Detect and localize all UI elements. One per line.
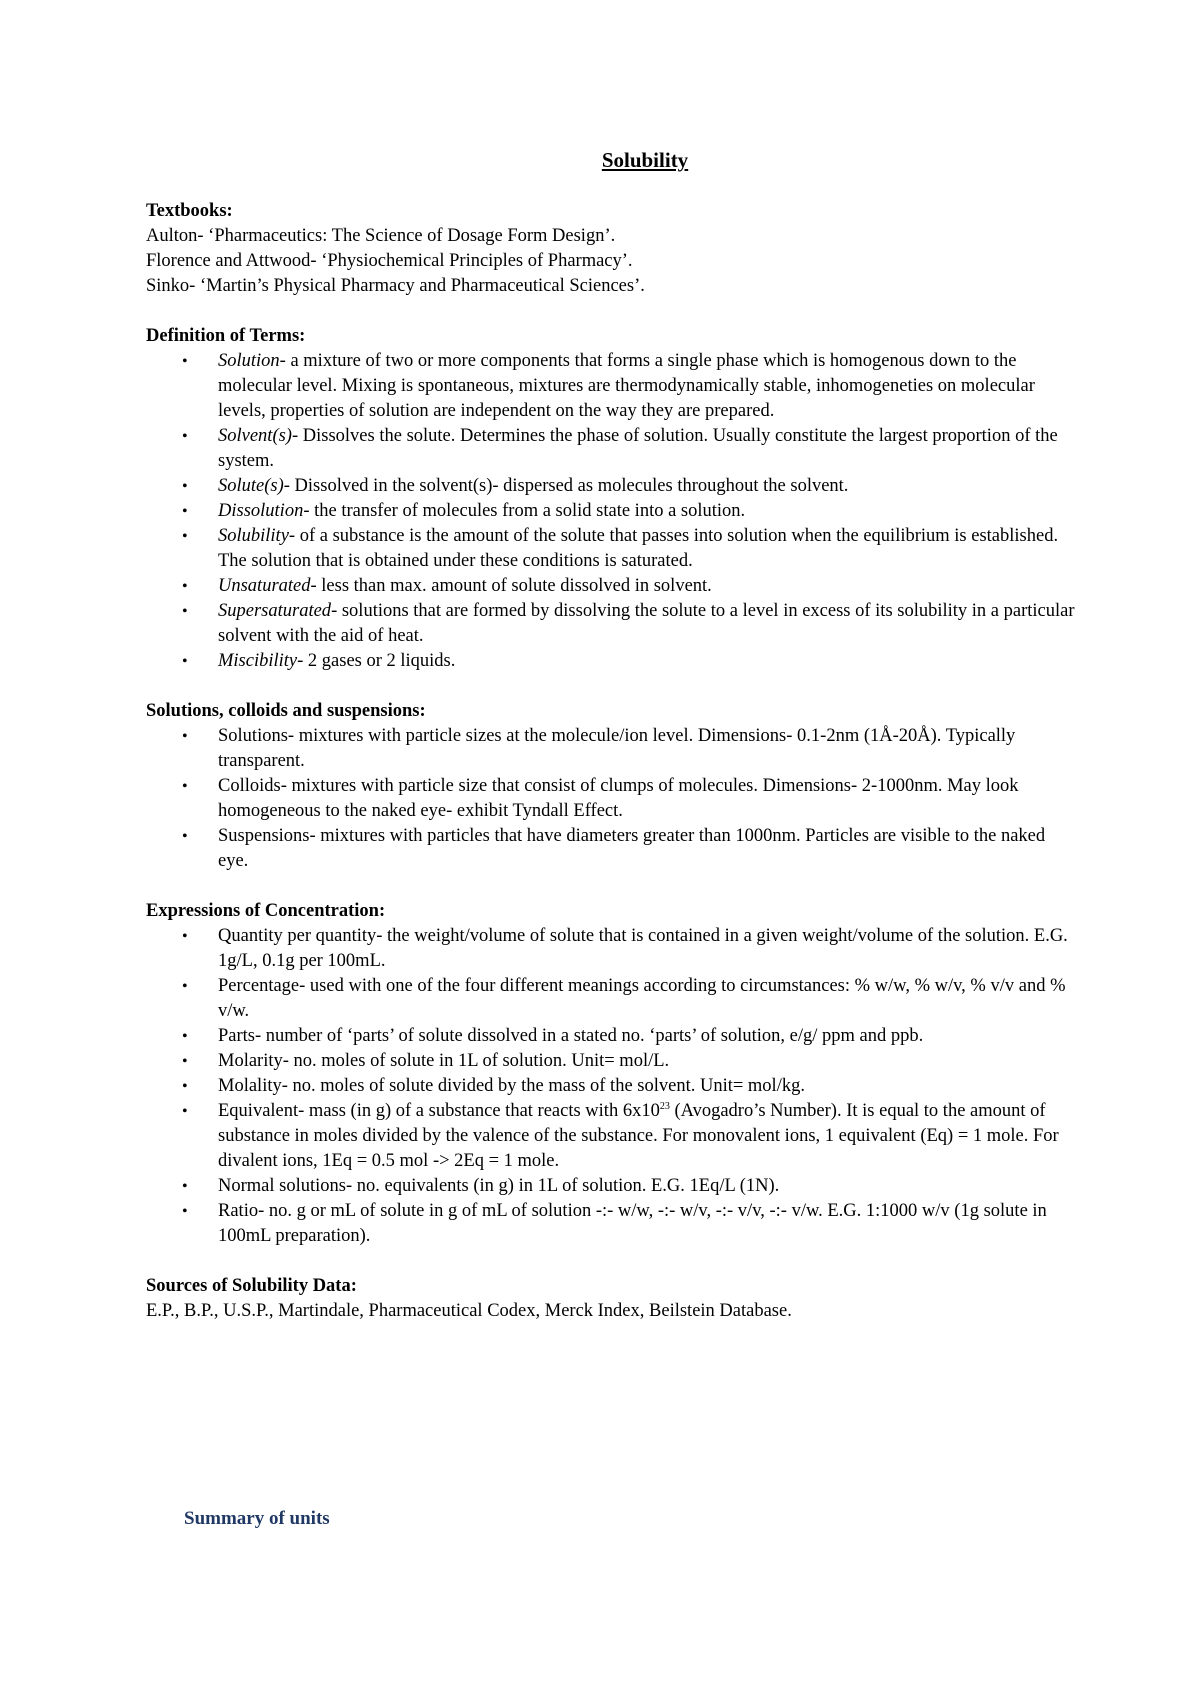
list-item-text: Molality- no. moles of solute divided by the mass of the solvent. Unit= mol/kg. — [218, 1076, 805, 1096]
list-item — [182, 724, 1076, 774]
bullet-icon: • — [182, 928, 188, 945]
list-item — [182, 349, 1076, 424]
list-item-text: Parts- number of ‘parts’ of solute dissolved in a stated no. ‘parts’ of solution, e/g/ ppm and ppb. — [218, 1026, 924, 1046]
bullet-icon: • — [182, 1078, 188, 1095]
sources-heading: Sources of Solubility Data: — [146, 1276, 357, 1296]
bullet-icon: • — [182, 353, 188, 370]
sources-text: E.P., B.P., U.S.P., Martindale, Pharmaceutical Codex, Merck Index, Beilstein Database. — [146, 1301, 792, 1321]
bullet-icon: • — [182, 1178, 188, 1195]
list-item — [182, 1024, 1076, 1049]
concentration-section — [146, 899, 1076, 1249]
bullet-icon: • — [182, 578, 188, 595]
bullet-icon: • — [182, 978, 188, 995]
list-item — [182, 1049, 1076, 1074]
concentration-list — [146, 924, 1076, 1249]
bullet-icon: • — [182, 728, 188, 745]
page-title: Solubility — [601, 148, 689, 172]
list-item — [182, 424, 1076, 474]
term: Solute(s) — [218, 476, 284, 496]
bullet-icon: • — [182, 1053, 188, 1070]
list-item — [182, 649, 1076, 674]
list-item — [182, 1199, 1076, 1249]
bullet-icon: • — [182, 428, 188, 445]
definition: - of a substance is the amount of the solute that passes into solution when the equilibrium is established. The solution that is obtained under these conditions is saturated. — [218, 526, 1059, 571]
document-page — [146, 145, 1076, 1349]
term: Solvent(s) — [218, 426, 292, 446]
textbook-line: Florence and Attwood- ‘Physiochemical Principles of Pharmacy’. — [146, 251, 633, 271]
list-item — [182, 574, 1076, 599]
term: Dissolution — [218, 501, 304, 521]
list-item-text: (Avogadro’s Number). It is equal to the amount of substance in moles divided by the valence of the substance. For monovalent ions, 1 equivalent (Eq) = 1 mole. For divalent ions, 1Eq = 0.5 mol -> 2Eq = 1 mole. — [218, 1101, 1059, 1171]
bullet-icon: • — [182, 478, 188, 495]
bullet-icon: • — [182, 653, 188, 670]
term: Miscibility — [218, 651, 298, 671]
bullet-icon: • — [182, 1028, 188, 1045]
solutions-section — [146, 699, 1076, 874]
concentration-heading: Expressions of Concentration: — [146, 901, 386, 921]
list-item-text: Equivalent- mass (in g) of a substance that reacts with 6x10 — [218, 1101, 660, 1121]
summary-heading: Summary of units — [184, 1508, 330, 1529]
bullet-icon: • — [182, 528, 188, 545]
term: Solubility — [218, 526, 289, 546]
list-item — [182, 1074, 1076, 1099]
list-item — [182, 524, 1076, 574]
list-item — [182, 924, 1076, 974]
textbooks-heading: Textbooks: — [146, 201, 233, 221]
textbook-line: Sinko- ‘Martin’s Physical Pharmacy and Pharmaceutical Sciences’. — [146, 276, 645, 296]
definition: - 2 gases or 2 liquids. — [297, 651, 456, 671]
list-item — [182, 474, 1076, 499]
list-item-text: Solutions- mixtures with particle sizes at the molecule/ion level. Dimensions- 0.1-2nm (1Å-20Å). Typically transparent. — [218, 726, 1016, 771]
definition: - less than max. amount of solute dissolved in solvent. — [310, 576, 712, 596]
list-item — [182, 774, 1076, 824]
bullet-icon: • — [182, 503, 188, 520]
list-item-text: Suspensions- mixtures with particles that have diameters greater than 1000nm. Particles are visible to the naked eye. — [218, 826, 1046, 871]
term: Supersaturated — [218, 601, 332, 621]
term: Solution — [218, 351, 280, 371]
list-item — [182, 974, 1076, 1024]
solutions-heading: Solutions, colloids and suspensions: — [146, 701, 426, 721]
definition: - the transfer of molecules from a solid state into a solution. — [303, 501, 746, 521]
list-item — [182, 599, 1076, 649]
superscript: 23 — [659, 1100, 670, 1112]
list-item — [182, 499, 1076, 524]
term: Unsaturated — [218, 576, 311, 596]
bullet-icon: • — [182, 778, 188, 795]
list-item-text: Quantity per quantity- the weight/volume of solute that is contained in a given weight/volume of the solution. E.G. 1g/L, 0.1g per 100mL. — [218, 926, 1068, 971]
definition: - a mixture of two or more components that forms a single phase which is homogenous down to the molecular level. Mixing is spontaneous, mixtures are thermodynamically stable, inhomogeneties on molecular levels, properties of solution are independent on the way they are prepared. — [218, 351, 1035, 421]
bullet-icon: • — [182, 603, 188, 620]
bullet-icon: • — [182, 828, 188, 845]
solutions-list — [146, 724, 1076, 874]
definitions-section — [146, 324, 1076, 674]
list-item-text: Ratio- no. g or mL of solute in g of mL of solution -:- w/w, -:- w/v, -:- v/v, -:- v/w. E.G. 1:1000 w/v (1g solute in 100mL preparation). — [218, 1201, 1047, 1246]
bullet-icon: • — [182, 1103, 188, 1120]
sources-section — [146, 1274, 1076, 1324]
textbooks-section — [146, 199, 1076, 299]
bullet-icon: • — [182, 1203, 188, 1220]
list-item-text: Percentage- used with one of the four different meanings according to circumstances: % w/w, % w/v, % v/v and % v/w. — [218, 976, 1066, 1021]
list-item — [182, 824, 1076, 874]
definitions-list — [146, 349, 1076, 674]
list-item — [182, 1174, 1076, 1199]
definitions-heading: Definition of Terms: — [146, 326, 306, 346]
list-item-text: Colloids- mixtures with particle size that consist of clumps of molecules. Dimensions- 2-1000nm. May look homogeneous to the naked eye- exhibit Tyndall Effect. — [218, 776, 1019, 821]
list-item — [182, 1099, 1076, 1174]
textbook-line: Aulton- ‘Pharmaceutics: The Science of Dosage Form Design’. — [146, 226, 616, 246]
definition: - solutions that are formed by dissolving the solute to a level in excess of its solubility in a particular solvent with the aid of heat. — [218, 601, 1075, 646]
list-item-text: Normal solutions- no. equivalents (in g) in 1L of solution. E.G. 1Eq/L (1N). — [218, 1176, 780, 1196]
definition: - Dissolved in the solvent(s)- dispersed as molecules throughout the solvent. — [283, 476, 849, 496]
list-item-text: Molarity- no. moles of solute in 1L of solution. Unit= mol/L. — [218, 1051, 670, 1071]
definition: - Dissolves the solute. Determines the phase of solution. Usually constitute the largest proportion of the system. — [218, 426, 1058, 471]
